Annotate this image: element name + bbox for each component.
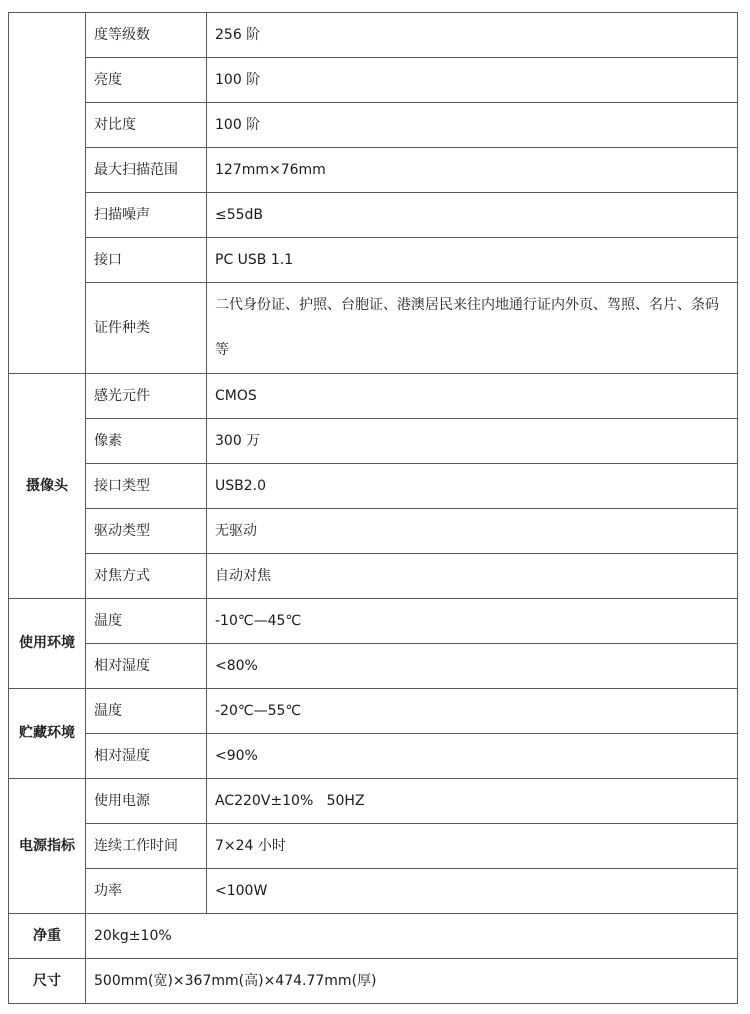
value-power-consumption: <100W xyxy=(207,869,738,914)
value-sensor: CMOS xyxy=(207,374,738,419)
table-row xyxy=(9,869,738,914)
param-operating-humidity: 相对湿度 xyxy=(86,644,207,689)
param-storage-temperature: 温度 xyxy=(86,689,207,734)
group-cell-dimensions: 尺寸 xyxy=(9,959,86,1004)
param-power-supply: 使用电源 xyxy=(86,779,207,824)
value-operating-humidity: <80% xyxy=(207,644,738,689)
value-continuous-operation: 7×24 小时 xyxy=(207,824,738,869)
table-row xyxy=(9,283,738,374)
value-grayscale-levels: 256 阶 xyxy=(207,13,738,58)
group-cell-camera: 摄像头 xyxy=(9,374,86,599)
table-row xyxy=(9,779,738,824)
param-continuous-operation: 连续工作时间 xyxy=(86,824,207,869)
param-max-scan-range: 最大扫描范围 xyxy=(86,148,207,193)
table-row xyxy=(9,554,738,599)
value-brightness: 100 阶 xyxy=(207,58,738,103)
param-contrast: 对比度 xyxy=(86,103,207,148)
param-storage-humidity: 相对湿度 xyxy=(86,734,207,779)
param-interface-type: 接口类型 xyxy=(86,464,207,509)
value-scan-noise: ≤55dB xyxy=(207,193,738,238)
table-row xyxy=(9,58,738,103)
value-pixels: 300 万 xyxy=(207,419,738,464)
table-row xyxy=(9,914,738,959)
table-row xyxy=(9,509,738,554)
group-cell-net-weight: 净重 xyxy=(9,914,86,959)
value-interface: PC USB 1.1 xyxy=(207,238,738,283)
table-row xyxy=(9,824,738,869)
value-max-scan-range: 127mm×76mm xyxy=(207,148,738,193)
value-dimensions: 500mm(宽)×367mm(高)×474.77mm(厚) xyxy=(86,959,738,1004)
value-document-types: 二代身份证、护照、台胞证、港澳居民来往内地通行证内外页、驾照、名片、条码等 xyxy=(207,283,738,374)
group-cell-storage-env: 贮藏环境 xyxy=(9,689,86,779)
value-power-supply: AC220V±10% 50HZ xyxy=(207,779,738,824)
group-cell-scanner xyxy=(9,13,86,374)
table-row xyxy=(9,374,738,419)
param-power-consumption: 功率 xyxy=(86,869,207,914)
param-interface: 接口 xyxy=(86,238,207,283)
table-row xyxy=(9,103,738,148)
value-interface-type: USB2.0 xyxy=(207,464,738,509)
value-driver-type: 无驱动 xyxy=(207,509,738,554)
table-row xyxy=(9,959,738,1004)
param-document-types: 证件种类 xyxy=(86,283,207,374)
param-driver-type: 驱动类型 xyxy=(86,509,207,554)
table-row xyxy=(9,599,738,644)
value-storage-humidity: <90% xyxy=(207,734,738,779)
group-cell-power: 电源指标 xyxy=(9,779,86,914)
value-storage-temperature: -20℃—55℃ xyxy=(207,689,738,734)
value-contrast: 100 阶 xyxy=(207,103,738,148)
spec-table xyxy=(8,12,738,1004)
param-focus-mode: 对焦方式 xyxy=(86,554,207,599)
value-focus-mode: 自动对焦 xyxy=(207,554,738,599)
param-pixels: 像素 xyxy=(86,419,207,464)
param-operating-temperature: 温度 xyxy=(86,599,207,644)
value-operating-temperature: -10℃—45℃ xyxy=(207,599,738,644)
param-sensor: 感光元件 xyxy=(86,374,207,419)
table-row xyxy=(9,644,738,689)
table-row xyxy=(9,689,738,734)
table-row xyxy=(9,734,738,779)
table-row xyxy=(9,13,738,58)
param-grayscale-levels: 度等级数 xyxy=(86,13,207,58)
param-scan-noise: 扫描噪声 xyxy=(86,193,207,238)
group-cell-operating-env: 使用环境 xyxy=(9,599,86,689)
table-row xyxy=(9,238,738,283)
table-row xyxy=(9,148,738,193)
table-row xyxy=(9,193,738,238)
value-net-weight: 20kg±10% xyxy=(86,914,738,959)
param-brightness: 亮度 xyxy=(86,58,207,103)
table-row xyxy=(9,464,738,509)
table-row xyxy=(9,419,738,464)
